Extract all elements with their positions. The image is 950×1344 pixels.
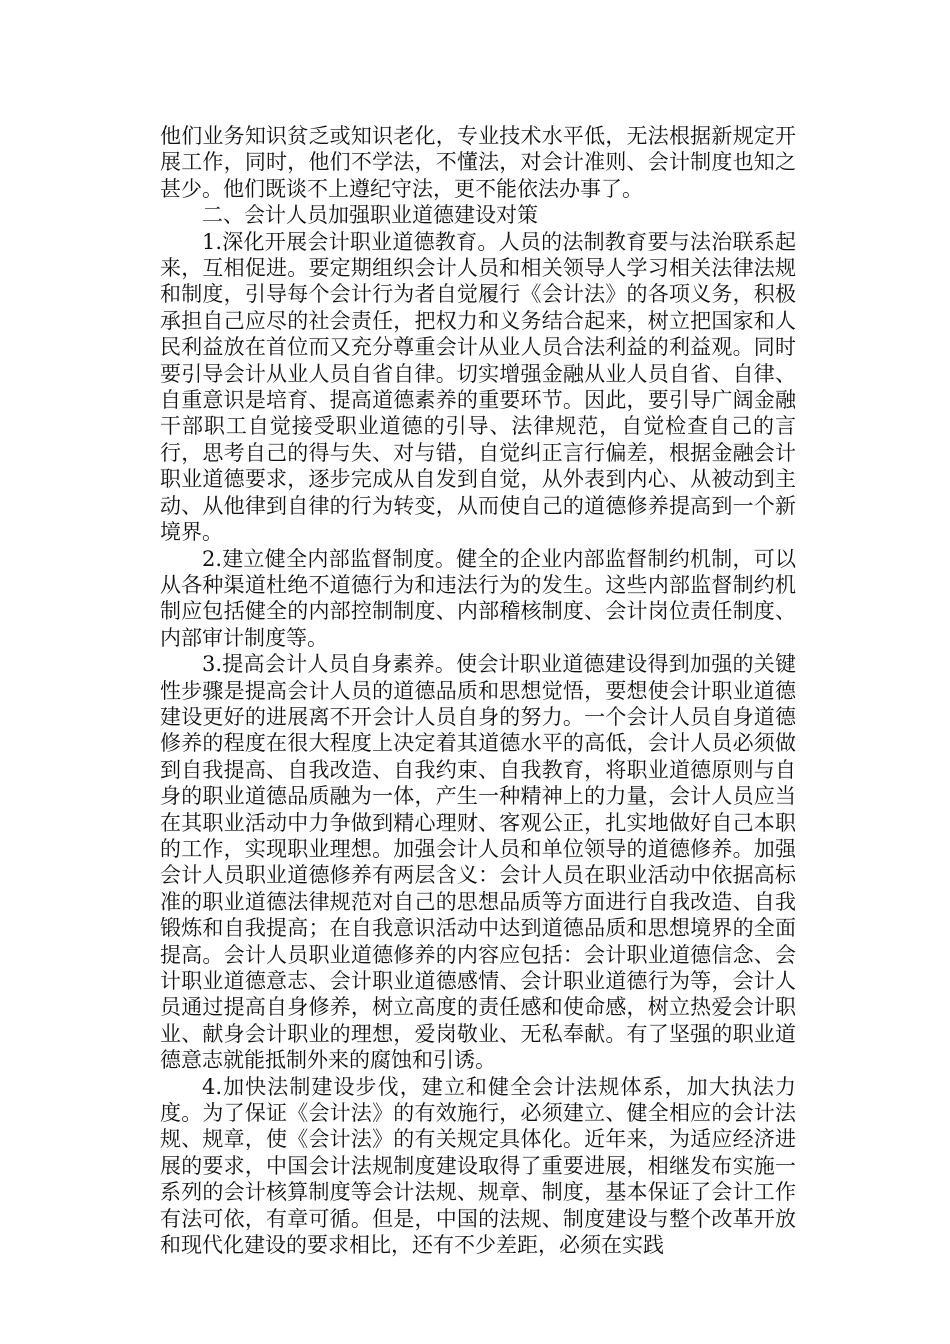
paragraph-item-2: 2.建立健全内部监督制度。健全的企业内部监督制约机制，可以从各种渠道杜绝不道德行为和违法行为的发生。这些内部监督制约机制应包括健全的内部控制制度、内部稽核制度、会计岗位责任制度、内部审计制度等。 bbox=[160, 546, 796, 650]
document-body bbox=[160, 123, 796, 1258]
paragraph-item-3: 3.提高会计人员自身素养。使会计职业道德建设得到加强的关键性步骤是提高会计人员的道德品质和思想觉悟，要想使会计职业道德建设更好的进展离不开会计人员自身的努力。一个会计人员自身道德修养的程度在很大程度上决定着其道德水平的高低，会计人员必须做到自我提高、自我改造、自我约束、自我教育，将职业道德原则与自身的职业道德品质融为一体，产生一种精神上的力量，会计人员应当在其职业活动中力争做到精心理财、客观公正，扎实地做好自己本职的工作，实现职业理想。加强会计人员和单位领导的道德修养。加强会计人员职业道德修养有两层含义：会计人员在职业活动中依据高标准的职业道德法律规范对自己的思想品质等方面进行自我改造、自我锻炼和自我提高；在自我意识活动中达到道德品质和思想境界的全面提高。会计人员职业道德修养的内容应包括：会计职业道德信念、会计职业道德意志、会计职业道德感情、会计职业道德行为等，会计人员通过提高自身修养，树立高度的责任感和使命感，树立热爱会计职业、献身会计职业的理想，爱岗敬业、无私奉献。有了坚强的职业道德意志就能抵制外来的腐蚀和引诱。 bbox=[160, 652, 796, 1073]
paragraph-continuation: 他们业务知识贫乏或知识老化，专业技术水平低，无法根据新规定开展工作，同时，他们不学法，不懂法，对会计准则、会计制度也知之甚少。他们既谈不上遵纪守法，更不能依法办事了。 bbox=[160, 124, 796, 201]
paragraph-item-4: 4.加快法制建设步伐，建立和健全会计法规体系，加大执法力度。为了保证《会计法》的有效施行，必须建立、健全相应的会计法规、规章，使《会计法》的有关规定具体化。近年来，为适应经济进展的要求，中国会计法规制度建设取得了重要进展，相继发布实施一系列的会计核算制度等会计法规、规章、制度，基本保证了会计工作有法可依，有章可循。但是，中国的法规、制度建设与整个改革开放和现代化建设的要求相比，还有不少差距，必须在实践 bbox=[160, 1074, 796, 1258]
section-heading: 二、会计人员加强职业道德建设对策 bbox=[202, 203, 538, 228]
paragraph-item-1: 1.深化开展会计职业道德教育。人员的法制教育要与法治联系起来，互相促进。要定期组织会计人员和相关领导人学习相关法律法规和制度，引导每个会计行为者自觉履行《会计法》的各项义务，积极承担自己应尽的社会责任，把权力和义务结合起来，树立把国家和人民利益放在首位而又充分尊重会计从业人员合法利益的利益观。同时要引导会计从业人员自省自律。切实增强金融从业人员自省、自律、自重意识是培育、提高道德素养的重要环节。因此，要引导广阔金融干部职工自觉接受职业道德的引导、法律规范，自觉检查自己的言行，思考自己的得与失、对与错，自觉纠正言行偏差，根据金融会计职业道德要求，逐步完成从自发到自觉，从外表到内心、从被动到主动、从他律到自律的行为转变，从而使自己的道德修养提高到一个新境界。 bbox=[160, 229, 796, 545]
